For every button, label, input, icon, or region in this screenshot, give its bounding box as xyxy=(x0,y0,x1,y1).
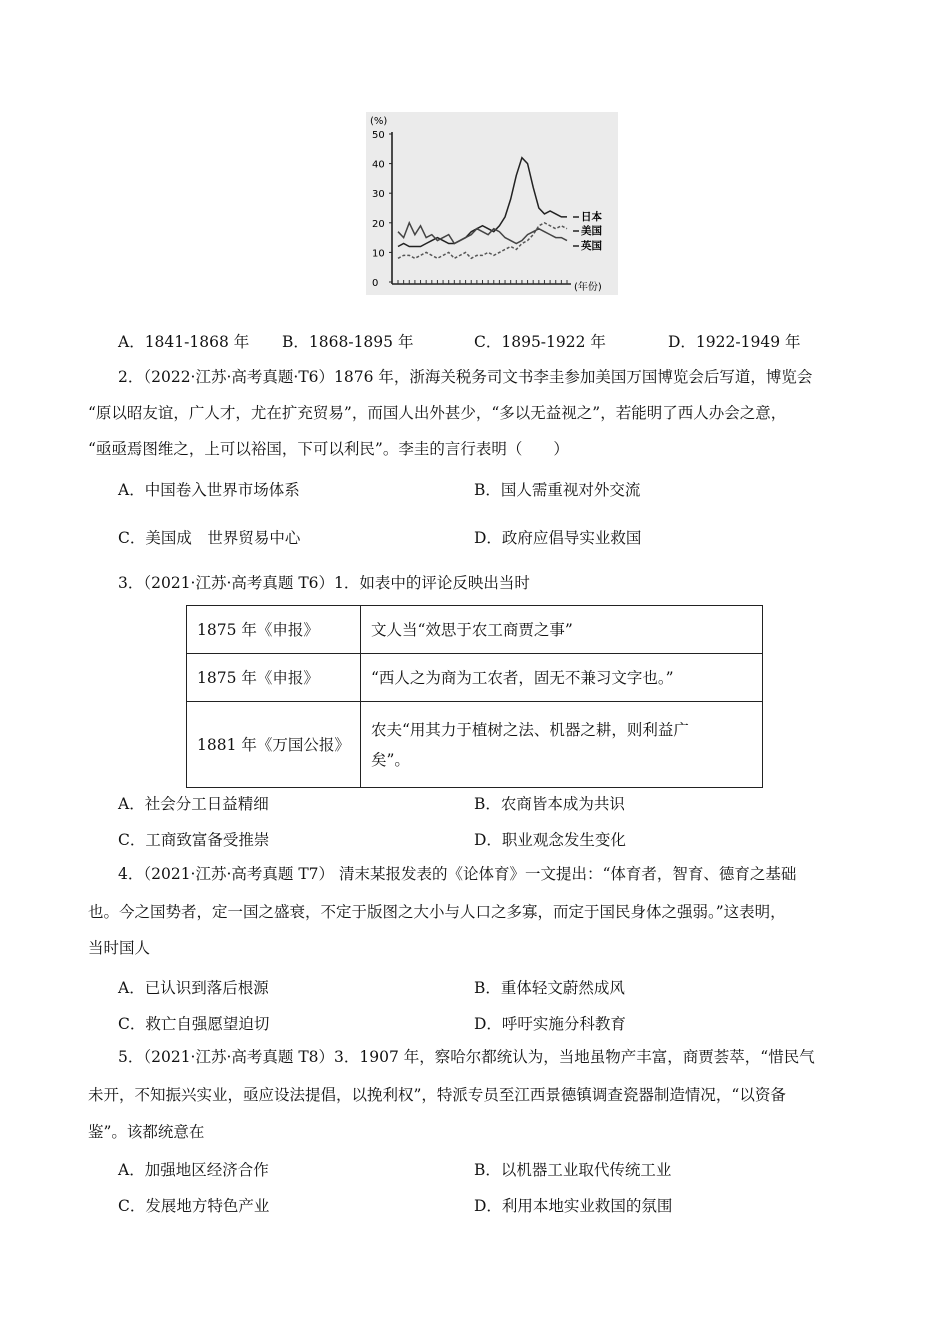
q4-option-d[interactable]: D．呼吁实施分科教育 xyxy=(474,1015,626,1033)
q3-option-a[interactable]: A．社会分工日益精细 xyxy=(118,795,269,813)
q4-stem-line-3: 当时国人 xyxy=(88,939,151,957)
q5-option-b[interactable]: B．以机器工业取代传统工业 xyxy=(474,1161,672,1179)
q3-option-d[interactable]: D．职业观念发生变化 xyxy=(474,831,626,849)
chart-svg xyxy=(366,112,618,295)
table-cell-comment: 文人当“效思于农工商贾之事” xyxy=(361,606,763,654)
q1-option-c[interactable]: C．1895-1922 年 xyxy=(474,333,606,351)
y-tick-label: 30 xyxy=(372,189,385,201)
q5-stem-line-3: 鉴”。该都统意在 xyxy=(88,1123,205,1141)
q1-option-a[interactable]: A．1841-1868 年 xyxy=(118,333,250,351)
q5-option-a[interactable]: A．加强地区经济合作 xyxy=(118,1161,269,1179)
comment-line-2: 矣”。 xyxy=(371,750,410,769)
q2-stem-line-3: “亟亟焉图维之，上可以裕国，下可以利民”。李圭的言行表明（ ） xyxy=(88,440,569,458)
q2-option-a[interactable]: A．中国卷入世界市场体系 xyxy=(118,481,300,499)
q4-option-c[interactable]: C．救亡自强愿望迫切 xyxy=(118,1015,270,1033)
table-cell-source: 1875 年《申报》 xyxy=(187,654,361,702)
comment-line-1: 农夫“用其力于植树之法、机器之耕，则利益广 xyxy=(371,720,689,739)
q2-option-b[interactable]: B．国人需重视对外交流 xyxy=(474,481,641,499)
y-axis-label: (%) xyxy=(370,116,388,127)
comment-table xyxy=(186,605,763,788)
q4-option-b[interactable]: B．重体轻文蔚然成风 xyxy=(474,979,625,997)
table-cell-source: 1875 年《申报》 xyxy=(187,606,361,654)
line-chart xyxy=(366,112,618,295)
q1-option-d[interactable]: D．1922-1949 年 xyxy=(668,333,801,351)
q3-option-c[interactable]: C．工商致富备受推崇 xyxy=(118,831,270,849)
table-cell-comment xyxy=(361,702,763,788)
q2-stem-line-1: 2．（2022·江苏·高考真题·T6）1876 年，浙海关税务司文书李圭参加美国万国博览会后写道，博览会 xyxy=(118,368,813,386)
q5-stem-line-2: 未开，不知振兴实业，亟应设法提倡，以挽利权”，特派专员至江西景德镇调查瓷器制造情况，“以资备 xyxy=(88,1086,786,1104)
q5-option-c[interactable]: C．发展地方特色产业 xyxy=(118,1197,270,1215)
table-cell-source: 1881 年《万国公报》 xyxy=(187,702,361,788)
q5-stem-line-1: 5．（2021·江苏·高考真题 T8）3．1907 年，察哈尔都统认为，当地虽物产丰富，商贾荟萃，“惜民气 xyxy=(118,1048,815,1066)
q2-option-d[interactable]: D．政府应倡导实业救国 xyxy=(474,529,642,547)
q2-option-c[interactable]: C．美国成 世界贸易中心 xyxy=(118,529,301,547)
legend-label: 美国 xyxy=(581,225,602,237)
table-row xyxy=(187,606,763,654)
q1-option-b[interactable]: B．1868-1895 年 xyxy=(282,333,414,351)
table-cell-comment: “西人之为商为工农者，固无不兼习文字也。” xyxy=(361,654,763,702)
q4-option-a[interactable]: A．已认识到落后根源 xyxy=(118,979,269,997)
q3-option-b[interactable]: B．农商皆本成为共识 xyxy=(474,795,625,813)
y-tick-label: 40 xyxy=(372,159,385,171)
y-tick-label: 20 xyxy=(372,218,385,230)
y-tick-label: 50 xyxy=(372,130,385,141)
table-row xyxy=(187,654,763,702)
q2-stem-line-2: “原以昭友谊，广人才，尤在扩充贸易”，而国人出外甚少，“多以无益视之”，若能明了西人办会之意， xyxy=(88,404,787,422)
y-tick-label: 0 xyxy=(372,278,379,289)
y-tick-label: 10 xyxy=(372,248,385,260)
q4-stem-line-2: 也。今之国势者，定一国之盛衰，不定于版图之大小与人口之多寡，而定于国民身体之强弱。”这表明， xyxy=(88,903,786,921)
x-axis-label: (年份) xyxy=(574,282,602,293)
q4-stem-line-1: 4．（2021·江苏·高考真题 T7） 清末某报发表的《论体育》一文提出：“体育者，智育、德育之基础 xyxy=(118,865,797,883)
table-row xyxy=(187,702,763,788)
legend-label: 英国 xyxy=(581,240,602,252)
q5-option-d[interactable]: D．利用本地实业救国的氛围 xyxy=(474,1197,673,1215)
q3-stem: 3．（2021·江苏·高考真题 T6）1．如表中的评论反映出当时 xyxy=(118,574,530,592)
legend-label: 日本 xyxy=(581,211,602,223)
series-line-1 xyxy=(398,223,567,259)
